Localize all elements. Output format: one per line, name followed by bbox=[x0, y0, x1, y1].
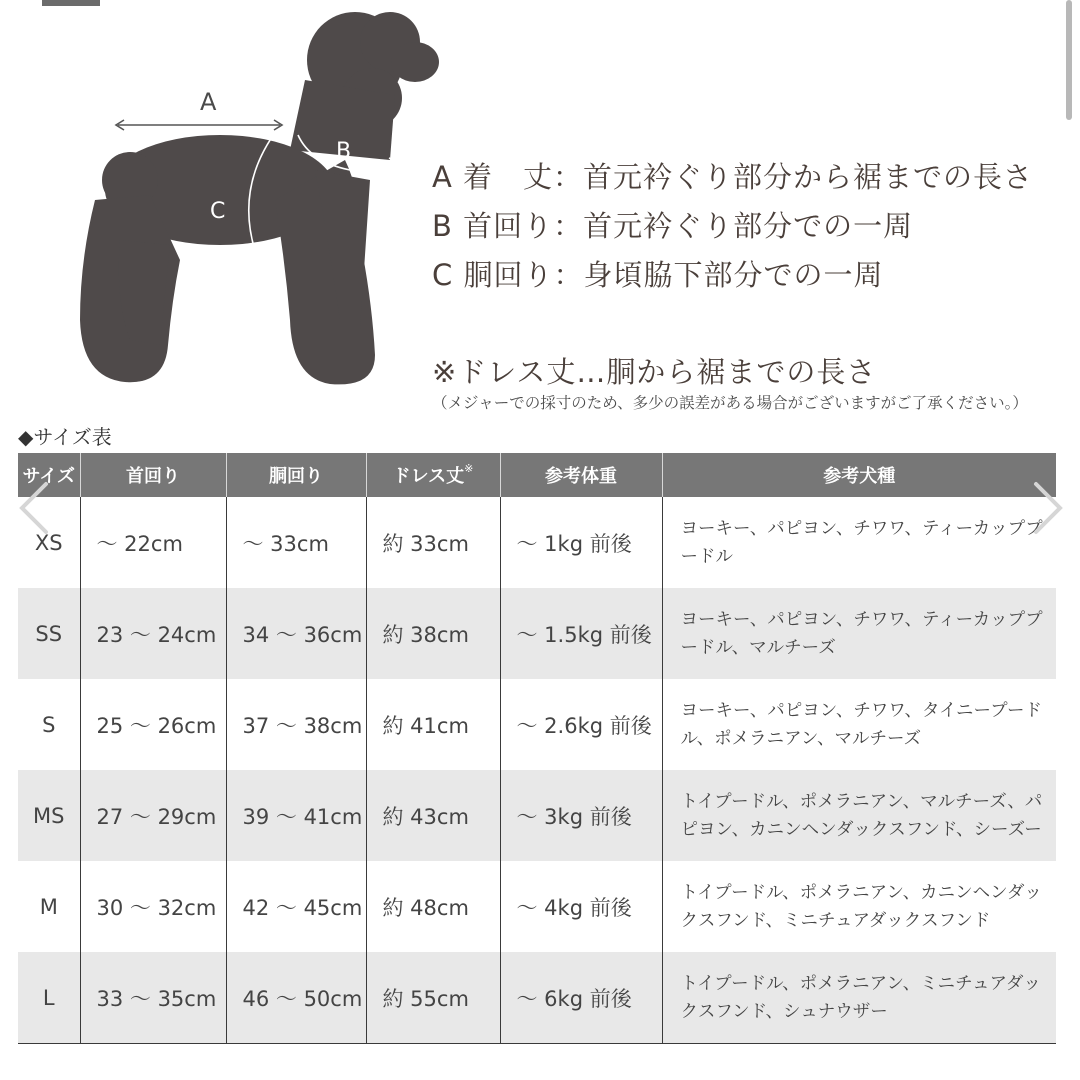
table-row bbox=[18, 952, 1056, 1044]
chevron-left-icon[interactable] bbox=[14, 478, 54, 538]
header-weight: 参考体重 bbox=[500, 453, 662, 497]
header-dress-length: ドレス丈※ bbox=[366, 453, 500, 497]
cell-dress: 約 38cm bbox=[366, 588, 500, 679]
cell-weight: ～ 1.5kg 前後 bbox=[500, 588, 662, 679]
size-table-title: ◆サイズ表 bbox=[18, 425, 112, 449]
header-breeds: 参考犬種 bbox=[662, 453, 1056, 497]
cell-size: MS bbox=[18, 770, 80, 861]
legend-c: C 胴回り：身頃脇下部分での一周 bbox=[432, 258, 884, 292]
table-row bbox=[18, 588, 1056, 679]
cell-breeds: トイプードル、ポメラニアン、ミニチュアダックスフンド、シュナウザー bbox=[662, 952, 1056, 1044]
cell-breeds: ヨーキー、パピヨン、チワワ、タイニープードル、ポメラニアン、マルチーズ bbox=[680, 700, 1043, 749]
cell-dress: 約 33cm bbox=[366, 497, 500, 588]
cell-dress: 約 48cm bbox=[366, 861, 500, 952]
cell-chest: 34 ～ 36cm bbox=[226, 588, 366, 679]
cell-weight: ～ 4kg 前後 bbox=[500, 861, 662, 952]
cell-neck: 30 ～ 32cm bbox=[80, 861, 226, 952]
table-header-row bbox=[18, 453, 1056, 497]
dog-measurement-diagram bbox=[60, 0, 460, 400]
cell-dress: 約 55cm bbox=[366, 952, 500, 1044]
cell-chest: 37 ～ 38cm bbox=[226, 679, 366, 770]
chevron-right-icon[interactable] bbox=[1028, 478, 1068, 538]
legend-a: A 着 丈：首元衿ぐり部分から裾までの長さ bbox=[432, 160, 1034, 194]
cell-weight: ～ 1kg 前後 bbox=[500, 497, 662, 588]
header-neck: 首回り bbox=[80, 453, 226, 497]
table-row bbox=[18, 497, 1056, 588]
table-row bbox=[18, 770, 1056, 861]
cell-neck: 33 ～ 35cm bbox=[80, 952, 226, 1044]
cell-size: XS bbox=[18, 497, 80, 588]
cell-neck: 25 ～ 26cm bbox=[80, 679, 226, 770]
legend-b: B 首回り：首元衿ぐり部分での一周 bbox=[432, 209, 914, 243]
cell-size: SS bbox=[18, 588, 80, 679]
label-a: A bbox=[200, 88, 217, 116]
measurement-disclaimer: （メジャーでの採寸のため、多少の誤差がある場合がございますがご了承ください。） bbox=[432, 394, 1028, 412]
cell-breeds: ヨーキー、パピヨン、チワワ、ティーカッププードル、マルチーズ bbox=[662, 588, 1056, 679]
scrollbar[interactable] bbox=[1066, 0, 1072, 120]
size-table bbox=[18, 453, 1056, 1044]
cell-chest: ～ 33cm bbox=[226, 497, 366, 588]
header-chest: 胴回り bbox=[226, 453, 366, 497]
cell-breeds: トイプードル、ポメラニアン、マルチーズ、パピヨン、カニンヘンダックスフンド、シーズー bbox=[662, 770, 1056, 861]
cell-breeds: ヨーキー、パピヨン、チワワ、ティーカッププードル bbox=[680, 518, 1043, 567]
table-row bbox=[18, 861, 1056, 952]
cell-dress: 約 43cm bbox=[366, 770, 500, 861]
header-size: サイズ bbox=[18, 453, 80, 497]
cell-size: M bbox=[18, 861, 80, 952]
cell-chest: 46 ～ 50cm bbox=[226, 952, 366, 1044]
cell-weight: ～ 6kg 前後 bbox=[500, 952, 662, 1044]
label-b: B bbox=[336, 139, 352, 164]
cell-neck: 27 ～ 29cm bbox=[80, 770, 226, 861]
cell-dress: 約 41cm bbox=[366, 679, 500, 770]
cell-weight: ～ 2.6kg 前後 bbox=[500, 679, 662, 770]
cell-weight: ～ 3kg 前後 bbox=[500, 770, 662, 861]
cell-breeds: トイプードル、ポメラニアン、カニンヘンダックスフンド、ミニチュアダックスフンド bbox=[680, 882, 1042, 931]
cell-neck: ～ 22cm bbox=[80, 497, 226, 588]
dress-length-note: ※ドレス丈…胴から裾までの長さ bbox=[432, 355, 877, 389]
table-row bbox=[18, 679, 1056, 770]
label-c: C bbox=[210, 199, 226, 224]
cell-neck: 23 ～ 24cm bbox=[80, 588, 226, 679]
cell-size: L bbox=[18, 952, 80, 1044]
cell-chest: 42 ～ 45cm bbox=[226, 861, 366, 952]
cell-chest: 39 ～ 41cm bbox=[226, 770, 366, 861]
cell-size: S bbox=[18, 679, 80, 770]
